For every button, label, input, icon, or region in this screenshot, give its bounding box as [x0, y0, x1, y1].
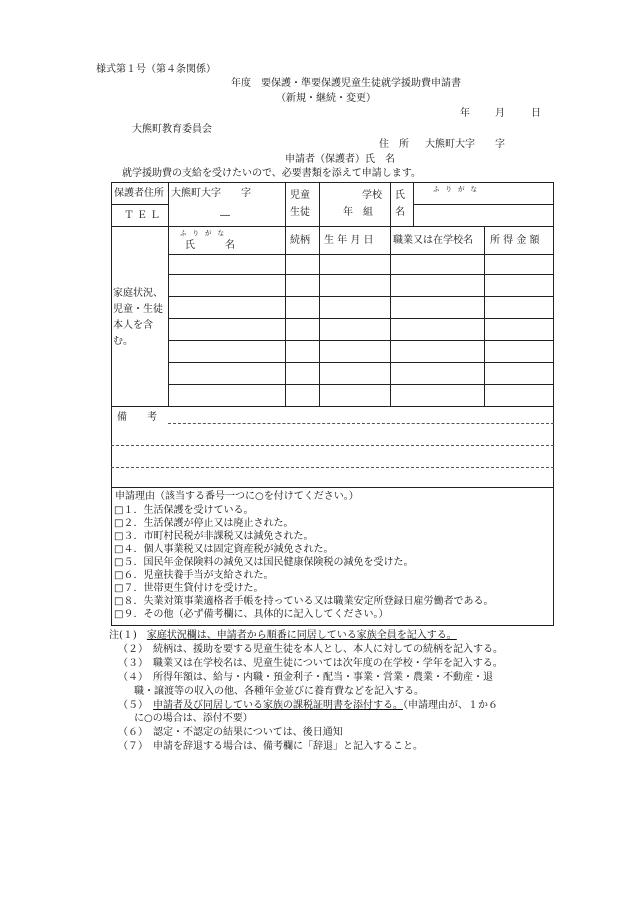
school-label: 学校: [362, 190, 382, 201]
furigana-top: ふりがな: [433, 185, 483, 193]
remarks-label: 備 考: [117, 412, 157, 423]
note-1-text: 家庭状況欄は、申請者から順番に同居している家族全員を記入する。: [146, 630, 457, 641]
note-6: （６） 認定・不認定の結果については、後日通知: [118, 727, 343, 738]
family-label-line-1: 家庭状況、: [113, 288, 163, 299]
reason-4[interactable]: □４．個人事業税又は固定資産税が減免された。: [114, 544, 334, 555]
child-label-1: 児童: [290, 190, 310, 201]
recipient: 大熊町教育委員会: [132, 124, 212, 135]
note-1: [109, 630, 457, 642]
family-row-1[interactable]: [169, 255, 553, 274]
statement: 就学援助費の支給を受けたいので、必要書類を添えて申請します。: [122, 168, 421, 179]
note-5-rest: （申請理由が、１か６: [403, 700, 498, 711]
reason-6[interactable]: □６．児童扶養手当が支給された。: [114, 570, 274, 581]
date-year-label: 年: [460, 108, 470, 119]
note-5-prefix: （５）: [118, 700, 153, 711]
family-row-2[interactable]: [169, 275, 553, 296]
header-name: 氏 名: [185, 240, 235, 251]
header-income: 所 得 金 額: [490, 235, 540, 246]
address-label: 住 所: [379, 139, 409, 150]
family-label-line-3: 本人を含: [113, 320, 153, 331]
reason-3[interactable]: □３．市町村民税が非課税又は減免された。: [114, 531, 314, 542]
note-1-prefix: 注(１): [109, 630, 147, 641]
family-row-4[interactable]: [169, 319, 553, 340]
reason-1[interactable]: □１．生活保護を受けている。: [114, 505, 254, 516]
family-row-6[interactable]: [169, 363, 553, 384]
reason-9[interactable]: □９．その他（必ず備考欄に、具体的に記入してください。）: [114, 609, 389, 620]
date-day-label: 日: [531, 108, 541, 119]
furigana-family: ふりがな: [180, 229, 230, 237]
applicant-label: 申請者（保護者）氏 名: [285, 154, 395, 165]
form-number: 様式第１号（第４条関係）: [96, 64, 216, 75]
note-5: [118, 700, 498, 712]
guardian-address-value[interactable]: 大熊町大字 字: [171, 188, 251, 199]
family-row-7[interactable]: [169, 385, 553, 406]
reason-8[interactable]: □８．失業対策事業適格者手帳を持っている又は職業安定所登録日雇労働者である。: [114, 596, 494, 607]
guardian-address-label: 保護者住所: [114, 188, 164, 199]
note-5b: に○の場合は、添付不要）: [134, 713, 253, 724]
header-birth: 生 年 月 日: [324, 235, 374, 246]
tel-label: ＴＥＬ: [124, 210, 163, 221]
date-month-label: 月: [495, 108, 505, 119]
grade-label: 年 組: [343, 207, 373, 218]
note-7: （７） 申請を辞退する場合は、備考欄に「辞退」と記入すること。: [118, 741, 423, 752]
reason-7[interactable]: □７．世帯更生貸付けを受けた。: [114, 583, 264, 594]
name-label-1: 氏: [395, 190, 405, 201]
family-row-5[interactable]: [169, 341, 553, 362]
family-row-3[interactable]: [169, 297, 553, 318]
note-4a: （４） 所得年額は、給与・内職・預金利子・配当・事業・営業・農業・不動産・退: [118, 672, 493, 683]
header-job: 職業又は在学校名: [393, 235, 473, 246]
note-5-underlined: 申請者及び同居している家族の課税証明書を添付する。: [153, 700, 403, 711]
reasons-title: 申請理由（該当する番号一つに○を付けてください。）: [115, 491, 359, 502]
remarks-field[interactable]: [112, 407, 553, 487]
family-label-line-2: 児童・生徒: [113, 304, 163, 315]
tel-value[interactable]: ―: [220, 210, 230, 221]
reason-5[interactable]: □５．国民年金保険料の減免又は国民健康保険税の減免を受けた。: [114, 557, 414, 568]
address-value: 大熊町大字 字: [425, 139, 505, 150]
form-subtitle: （新規・継続・変更）: [276, 93, 376, 104]
note-2: （２） 続柄は、援助を要する児童生徒を本人とし、本人に対しての続柄を記入する。: [118, 644, 503, 655]
child-label-2: 生徒: [290, 207, 310, 218]
header-relation: 続柄: [290, 235, 310, 246]
note-4b: 職・譲渡等の収入の他、各種年金並びに養育費などを記入する。: [134, 686, 424, 697]
name-label-2: 名: [395, 207, 405, 218]
note-3: （３） 職業又は在学校名は、児童生徒については次年度の在学校・学年を記入する。: [118, 658, 503, 669]
family-label-line-4: む。: [113, 336, 133, 347]
reason-2[interactable]: □２．生活保護が停止又は廃止された。: [114, 518, 294, 529]
form-title: 年度 要保護・準要保護児童生徒就学援助費申請書: [231, 78, 461, 89]
